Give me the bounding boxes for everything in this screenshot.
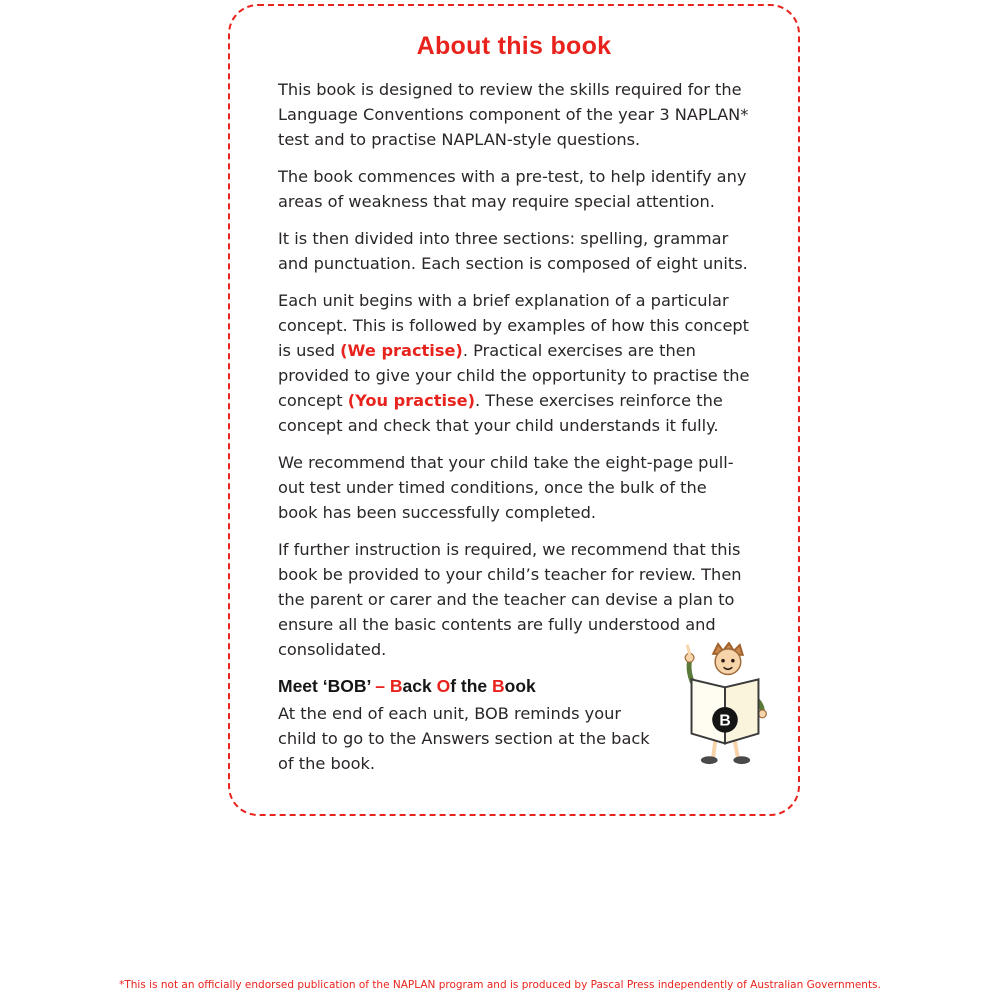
bob-heading-ook: ook [504,676,536,696]
bob-heading-letter-b1: B [389,676,403,696]
bob-heading-f-the: f the [450,676,492,696]
paragraph-intro: This book is designed to review the skills required for the Language Conventions component of the year 3 NAPLAN* test and to practise NAPLAN-style questions. [278,80,749,149]
bob-shoe-left [701,756,718,764]
book-page [228,4,800,816]
bob-badge-letter: B [719,712,731,730]
bob-heading-letter-b2: B [492,676,505,696]
you-practise-label: (You practise) [347,391,476,410]
bob-leg-left [713,741,715,757]
unit-text-2: . Practical exercises are then provided to give your child the opportunity to practise the concept [278,341,750,410]
bob-heading-letter-o: O [436,676,451,696]
page-title: About this book [416,32,612,60]
paragraph-sections: It is then divided into three sections: spelling, grammar and punctuation. Each section is composed of eight units. [278,229,748,273]
paragraph-pullout-test: We recommend that your child take the eight-page pull-out test under timed conditions, once the bulk of the book has been successfully completed. [278,453,734,522]
disclaimer-footnote: *This is not an officially endorsed publication of the NAPLAN program and is produced by Pascal Press independently of Australian Governments. [119,979,881,991]
unit-text-3: . These exercises reinforce the concept and check that your child understands it fully. [278,391,723,435]
bob-head [715,649,741,675]
we-practise-label: (We practise) [340,341,463,360]
paragraph-pretest: The book commences with a pre-test, to help identify any areas of weakness that may require special attention. [278,167,747,211]
bob-eye-right [731,659,735,663]
bob-hand-2 [758,710,766,718]
bob-heading-ack: ack [402,676,437,696]
bob-character-illustration [678,642,772,768]
paragraph-units [278,288,750,438]
paragraph-bob: At the end of each unit, BOB reminds your child to go to the Answers section at the back of the book. [278,704,650,773]
bob-leg-right [735,741,738,757]
paragraph-further-instruction: If further instruction is required, we recommend that this book be provided to your child’s teacher for review. Then the parent or carer and the teacher can devise a plan to ensure all the basic contents are fully understood and consolidated. [278,540,742,659]
bob-heading-meet: Meet ‘BOB’ [278,676,376,696]
bob-shoe-right [733,756,750,764]
bob-heading-dash: – [375,676,390,696]
bob-finger [688,646,690,654]
bob-eye-left [721,659,725,663]
unit-text-1: Each unit begins with a brief explanation of a particular concept. This is followed by examples of how this concept is used [278,291,750,360]
